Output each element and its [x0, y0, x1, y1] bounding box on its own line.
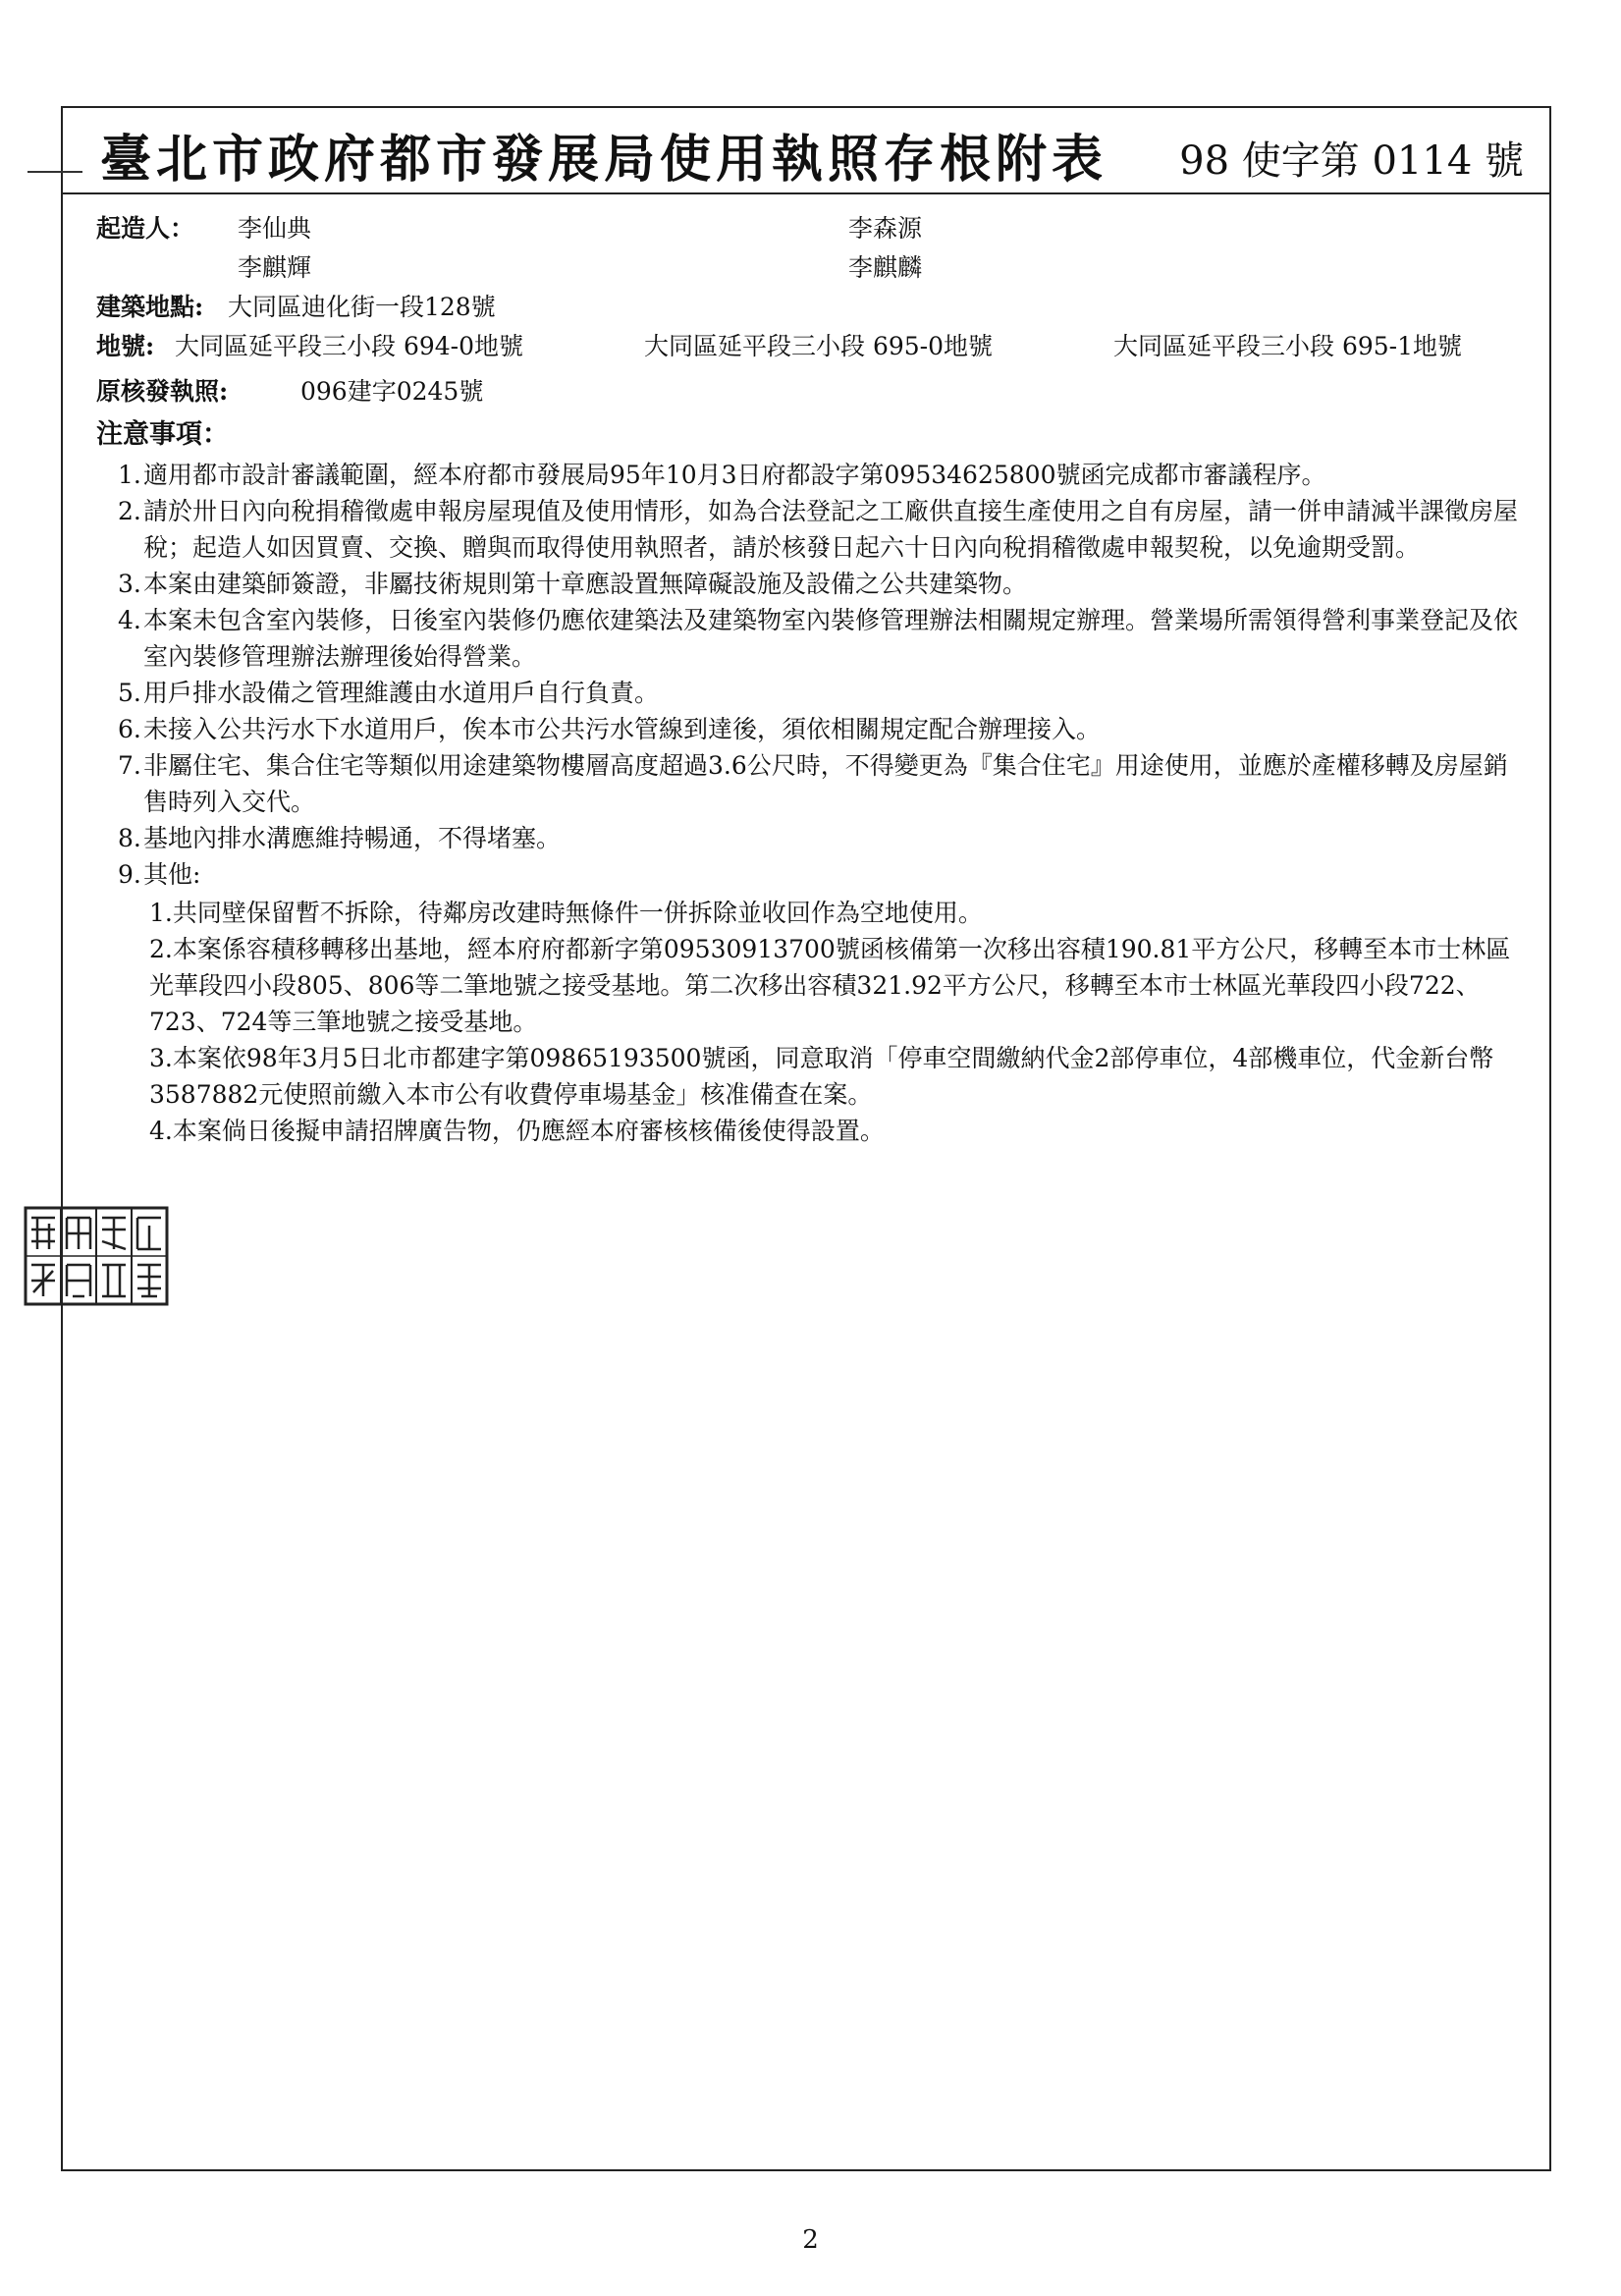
- note-text: 基地內排水溝應維持暢通，不得堵塞。: [143, 824, 562, 852]
- builder-name: 李麒麟: [848, 253, 923, 282]
- builder-name: 李仙典: [238, 214, 312, 243]
- other-notes-list: [149, 895, 1530, 1149]
- scan-margin-mark: [27, 171, 82, 173]
- note-number: 4.: [118, 606, 141, 634]
- page-number: 2: [802, 2225, 819, 2255]
- note-item: [96, 675, 1530, 711]
- site-address-value: 大同區迪化街一段128號: [228, 293, 496, 321]
- builders-row-2: [96, 249, 1530, 289]
- note-text: 未接入公共污水下水道用戶，俟本市公共污水管線到達後，須依相關規定配合辦理接入。: [143, 715, 1102, 743]
- builder-name: 李森源: [848, 214, 923, 243]
- note-item: [96, 493, 1530, 566]
- note-item: [96, 602, 1530, 675]
- note-item: [96, 747, 1530, 820]
- official-seal-icon: [24, 1206, 169, 1306]
- lot-numbers-row: [96, 328, 1530, 367]
- note-number: 7.: [118, 751, 141, 780]
- note-item: [96, 711, 1530, 747]
- lot-number: 大同區延平段三小段 695-1地號: [1113, 332, 1463, 360]
- note-text: 適用都市設計審議範圍，經本府都市發展局95年10月3日府都設字第09534625800號函完成都市審議程序。: [143, 461, 1326, 489]
- site-address-label: 建築地點:: [96, 293, 204, 321]
- note-number: 8.: [118, 824, 141, 852]
- note-item: [96, 457, 1530, 493]
- document-body: [96, 210, 1530, 1149]
- note-text: 非屬住宅、集合住宅等類似用途建築物樓層高度超過3.6公尺時，不得變更為『集合住宅』用途使用，並應於產權移轉及房屋銷售時列入交代。: [143, 751, 1508, 816]
- note-text: 其他:: [143, 860, 201, 889]
- note-number: 9.: [118, 860, 141, 889]
- lot-number: 大同區延平段三小段 694-0地號: [175, 332, 524, 360]
- builders-label: 起造人：: [96, 214, 195, 243]
- other-note-item: 3.本案依98年3月5日北市都建字第09865193500號函，同意取消「停車空間繳納代金2部停車位，4部機車位，代金新台幣3587882元使照前繳入本市公有收費停車場基金」核准備查在案。: [149, 1044, 1494, 1109]
- permit-number: 98 使字第 0114 號: [1179, 138, 1524, 184]
- note-number: 5.: [118, 679, 141, 707]
- original-permit-row: [96, 373, 1530, 412]
- note-text: 用戶排水設備之管理維護由水道用戶自行負責。: [143, 679, 660, 707]
- site-address-row: [96, 289, 1530, 328]
- lot-number: 大同區延平段三小段 695-0地號: [644, 332, 994, 360]
- notes-heading: 注意事項：: [96, 419, 229, 450]
- lot-numbers-label: 地號:: [96, 332, 155, 360]
- document-title: 臺北市政府都市發展局使用執照存根附表: [100, 130, 1108, 190]
- notes-list: [96, 457, 1530, 893]
- note-number: 2.: [118, 497, 141, 525]
- original-permit-label: 原核發執照:: [96, 377, 229, 406]
- other-note-item: 2.本案係容積移轉移出基地，經本府府都新字第09530913700號函核備第一次移出容積190.81平方公尺，移轉至本市士林區光華段四小段805、806等二筆地號之接受基地。第二次移出容積321.92平方公尺，移轉至本市士林區光華段四小段722、723、724等三筆地號之接受基地。: [149, 935, 1511, 1036]
- note-number: 6.: [118, 715, 141, 743]
- note-text: 請於卅日內向稅捐稽徵處申報房屋現值及使用情形，如為合法登記之工廠供直接生產使用之自有房屋，請一併申請減半課徵房屋稅；起造人如因買賣、交換、贈與而取得使用執照者，請於核發日起六十日內向稅捐稽徵處申報契稅，以免逾期受罰。: [143, 497, 1519, 562]
- note-text: 本案未包含室內裝修，日後室內裝修仍應依建築法及建築物室內裝修管理辦法相關規定辦理。營業場所需領得營利事業登記及依室內裝修管理辦法辦理後始得營業。: [143, 606, 1519, 671]
- other-note-item: 1.共同壁保留暫不拆除，待鄰房改建時無條件一併拆除並收回作為空地使用。: [149, 899, 983, 927]
- note-number: 3.: [118, 570, 141, 598]
- original-permit-value: 096建字0245號: [300, 377, 484, 406]
- note-number: 1.: [118, 461, 141, 489]
- note-text: 本案由建築師簽證，非屬技術規則第十章應設置無障礙設施及設備之公共建築物。: [143, 570, 1028, 598]
- note-item: [96, 820, 1530, 856]
- builders-row-1: [96, 210, 1530, 249]
- other-note-item: 4.本案倘日後擬申請招牌廣告物，仍應經本府審核核備後使得設置。: [149, 1117, 885, 1145]
- title-row: [63, 108, 1549, 194]
- note-item: [96, 856, 1530, 893]
- note-item: [96, 566, 1530, 602]
- builder-name: 李麒輝: [238, 253, 312, 282]
